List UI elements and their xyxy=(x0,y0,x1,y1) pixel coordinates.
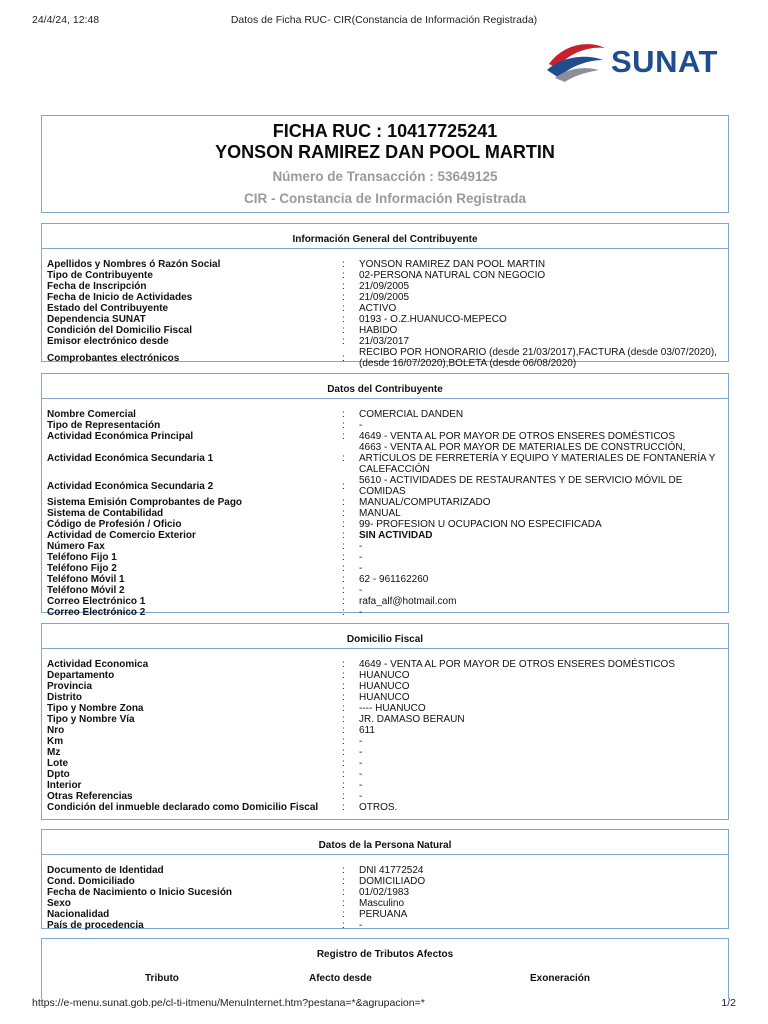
field-separator: : xyxy=(342,508,345,519)
field-value: - xyxy=(359,758,363,769)
info-row xyxy=(47,887,724,898)
field-value: 5610 - ACTIVIDADES DE RESTAURANTES Y DE SERVICIO MÓVIL DE COMIDAS xyxy=(359,475,683,497)
info-row xyxy=(47,909,724,920)
field-label: Sistema Emisión Comprobantes de Pago xyxy=(47,497,243,508)
field-separator: : xyxy=(342,670,345,681)
info-row xyxy=(47,270,724,281)
info-row xyxy=(47,747,724,758)
field-value: JR. DAMASO BERAUN xyxy=(359,714,465,725)
info-row xyxy=(47,497,724,508)
info-row xyxy=(47,596,724,607)
ficha-ruc-number: FICHA RUC : 10417725241 xyxy=(272,121,498,141)
field-value: OTROS. xyxy=(359,802,398,813)
info-row xyxy=(47,475,724,497)
info-rows xyxy=(42,399,728,622)
field-label: Dependencia SUNAT xyxy=(47,314,146,325)
field-separator: : xyxy=(342,703,345,714)
field-label: Fecha de Nacimiento o Inicio Sucesión xyxy=(47,887,233,898)
field-separator: : xyxy=(342,303,345,314)
field-label: Actividad Economica xyxy=(47,659,149,670)
taxes-table-header xyxy=(42,973,728,984)
field-separator: : xyxy=(342,585,345,596)
sunat-logo-text: SUNAT xyxy=(611,44,718,79)
field-separator: : xyxy=(342,314,345,325)
field-label: Comprobantes electrónicos xyxy=(47,352,180,364)
info-row xyxy=(47,780,724,791)
field-label: Código de Profesión / Oficio xyxy=(47,519,182,530)
info-row xyxy=(47,670,724,681)
field-label: Fecha de Inicio de Actividades xyxy=(47,292,193,303)
field-value: HUANUCO xyxy=(359,681,410,692)
field-separator: : xyxy=(342,519,345,530)
field-value: ACTIVO xyxy=(359,303,397,314)
column-header-tributo: Tributo xyxy=(145,973,179,984)
field-separator: : xyxy=(342,692,345,703)
field-value: 21/03/2017 xyxy=(359,336,410,347)
info-row xyxy=(47,659,724,670)
info-row xyxy=(47,541,724,552)
field-label: Dpto xyxy=(47,769,70,780)
field-label: Documento de Identidad xyxy=(47,865,164,876)
field-separator: : xyxy=(342,791,345,802)
ficha-title-box xyxy=(41,115,729,213)
field-value: - xyxy=(359,541,363,552)
field-separator: : xyxy=(342,898,345,909)
info-row xyxy=(47,431,724,442)
field-label: Cond. Domiciliado xyxy=(47,876,135,887)
field-separator: : xyxy=(342,281,345,292)
field-label: Mz xyxy=(47,747,61,758)
info-row xyxy=(47,563,724,574)
fiscal-address-section xyxy=(41,623,729,820)
field-value: 62 - 961162260 xyxy=(359,574,429,585)
info-row xyxy=(47,920,724,931)
info-row xyxy=(47,347,724,369)
info-row xyxy=(47,769,724,780)
field-value: - xyxy=(359,791,363,802)
field-value: DNI 41772524 xyxy=(359,865,424,876)
column-header-exoneracion: Exoneración xyxy=(530,973,591,984)
field-value: 01/02/1983 xyxy=(359,887,410,898)
field-separator: : xyxy=(342,736,345,747)
field-value: - xyxy=(359,747,363,758)
field-label: Tipo y Nombre Vía xyxy=(47,714,135,725)
field-value: RECIBO POR HONORARIO (desde 21/03/2017),FACTURA (desde 03/07/2020), (desde 16/07/2020),BOLETA (desde 06/08/2020) xyxy=(359,347,717,369)
info-row xyxy=(47,281,724,292)
section-heading: Registro de Tributos Afectos xyxy=(316,949,454,960)
taxes-section xyxy=(41,938,729,999)
field-separator: : xyxy=(342,541,345,552)
field-separator: : xyxy=(342,530,345,541)
cir-subtitle: CIR - Constancia de Información Registrada xyxy=(243,191,527,206)
info-row xyxy=(47,508,724,519)
field-label: Km xyxy=(47,736,64,747)
field-label: Correo Electrónico 2 xyxy=(47,607,146,618)
field-label: Departamento xyxy=(47,670,115,681)
field-separator: : xyxy=(342,607,345,618)
field-separator: : xyxy=(342,659,345,670)
field-value: - xyxy=(359,552,363,563)
section-heading: Datos de la Persona Natural xyxy=(42,838,728,855)
field-label: Sistema de Contabilidad xyxy=(47,508,164,519)
info-rows xyxy=(42,649,728,817)
field-separator: : xyxy=(342,552,345,563)
info-row xyxy=(47,607,724,618)
field-label: Interior xyxy=(47,780,82,791)
info-row xyxy=(47,714,724,725)
field-label: Provincia xyxy=(47,681,93,692)
info-row xyxy=(47,292,724,303)
field-separator: : xyxy=(342,909,345,920)
info-row xyxy=(47,420,724,431)
field-label: Tipo de Contribuyente xyxy=(47,270,153,281)
field-separator: : xyxy=(342,574,345,585)
info-row xyxy=(47,865,724,876)
taxpayer-data-section xyxy=(41,373,729,618)
field-label: Otras Referencias xyxy=(47,791,133,802)
field-label: Nro xyxy=(47,725,65,736)
field-separator: : xyxy=(342,431,345,442)
info-row xyxy=(47,574,724,585)
field-label: Actividad Económica Secundaria 2 xyxy=(47,480,214,492)
field-value: 21/09/2005 xyxy=(359,292,410,303)
field-separator: : xyxy=(342,325,345,336)
field-label: Lote xyxy=(47,758,69,769)
print-date: 24/4/24, 12:48 xyxy=(32,14,100,26)
field-separator: : xyxy=(342,747,345,758)
field-separator: : xyxy=(342,259,345,270)
info-row xyxy=(47,336,724,347)
field-label: Estado del Contribuyente xyxy=(47,303,169,314)
sunat-logo xyxy=(545,36,730,86)
field-label: Distrito xyxy=(47,692,82,703)
field-label: Actividad Económica Secundaria 1 xyxy=(47,453,214,464)
field-value: 02-PERSONA NATURAL CON NEGOCIO xyxy=(359,270,546,281)
field-separator: : xyxy=(342,681,345,692)
field-separator: : xyxy=(342,497,345,508)
info-row xyxy=(47,791,724,802)
field-separator: : xyxy=(342,876,345,887)
field-label: Tipo de Representación xyxy=(47,420,161,431)
field-separator: : xyxy=(342,352,345,364)
info-row xyxy=(47,530,724,541)
field-separator: : xyxy=(342,270,345,281)
field-label: Teléfono Fijo 2 xyxy=(47,563,117,574)
info-row xyxy=(47,259,724,270)
field-label: Apellidos y Nombres ó Razón Social xyxy=(47,259,221,270)
field-separator: : xyxy=(342,887,345,898)
info-row xyxy=(47,409,724,420)
field-value: - xyxy=(359,585,363,596)
info-row xyxy=(47,314,724,325)
field-value: 4649 - VENTA AL POR MAYOR DE OTROS ENSERES DOMÉSTICOS xyxy=(359,659,676,670)
field-label: Fecha de Inscripción xyxy=(47,281,147,292)
field-separator: : xyxy=(342,920,345,931)
field-value: MANUAL/COMPUTARIZADO xyxy=(359,497,491,508)
field-separator: : xyxy=(342,336,345,347)
field-value: 611 xyxy=(359,725,375,736)
field-value: 99- PROFESION U OCUPACION NO ESPECIFICADA xyxy=(359,519,602,530)
info-row xyxy=(47,758,724,769)
field-label: Tipo y Nombre Zona xyxy=(47,703,144,714)
field-separator: : xyxy=(342,780,345,791)
field-value: 21/09/2005 xyxy=(359,281,410,292)
field-value: - xyxy=(359,920,363,931)
section-heading: Información General del Contribuyente xyxy=(42,232,728,249)
field-separator: : xyxy=(342,420,345,431)
field-separator: : xyxy=(342,725,345,736)
info-row xyxy=(47,725,724,736)
sunat-logo-icon xyxy=(545,38,609,82)
field-label: Nacionalidad xyxy=(47,909,110,920)
print-title: Datos de Ficha RUC- CIR(Constancia de Información Registrada) xyxy=(230,14,538,26)
info-rows xyxy=(42,855,728,935)
field-value: HABIDO xyxy=(359,325,398,336)
info-row xyxy=(47,681,724,692)
field-label: Nombre Comercial xyxy=(47,409,136,420)
field-value: rafa_alf@hotmail.com xyxy=(359,596,457,607)
info-row xyxy=(47,736,724,747)
natural-person-section xyxy=(41,829,729,929)
transaction-number: Número de Transacción : 53649125 xyxy=(272,169,498,184)
field-value: PERUANA xyxy=(359,909,408,920)
info-row xyxy=(47,519,724,530)
page-url: https://e-menu.sunat.gob.pe/cl-ti-itmenu/MenuInternet.htm?pestana=*&agrupacion=* xyxy=(32,997,425,1009)
field-separator: : xyxy=(342,292,345,303)
field-value: 4663 - VENTA AL POR MAYOR DE MATERIALES DE CONSTRUCCIÓN, ARTÍCULOS DE FERRETERÍA Y EQUIPO Y MATERIALES DE FONTANERÍA Y CALEFACCIÓN xyxy=(359,442,716,475)
field-value: - xyxy=(359,607,363,618)
field-value: 4649 - VENTA AL POR MAYOR DE OTROS ENSERES DOMÉSTICOS xyxy=(359,431,676,442)
field-separator: : xyxy=(342,714,345,725)
field-label: Condición del inmueble declarado como Domicilio Fiscal xyxy=(47,802,319,813)
field-label: Actividad Económica Principal xyxy=(47,431,194,442)
field-label: Actividad de Comercio Exterior xyxy=(47,530,196,541)
info-row xyxy=(47,303,724,314)
field-separator: : xyxy=(342,865,345,876)
field-value: - xyxy=(359,769,363,780)
field-label: País de procedencia xyxy=(47,920,144,931)
field-value: - xyxy=(359,563,363,574)
field-separator: : xyxy=(342,563,345,574)
field-label: Emisor electrónico desde xyxy=(47,336,169,347)
field-separator: : xyxy=(342,802,345,813)
field-separator: : xyxy=(342,596,345,607)
info-row xyxy=(47,898,724,909)
info-row xyxy=(47,876,724,887)
field-label: Correo Electrónico 1 xyxy=(47,596,146,607)
field-value: YONSON RAMIREZ DAN POOL MARTIN xyxy=(359,259,546,270)
column-header-afecto-desde: Afecto desde xyxy=(309,973,372,984)
field-separator: : xyxy=(342,758,345,769)
field-label: Teléfono Móvil 2 xyxy=(47,585,125,596)
field-label: Teléfono Móvil 1 xyxy=(47,574,125,585)
field-value: - xyxy=(359,420,363,431)
field-value: HUANUCO xyxy=(359,670,410,681)
info-rows xyxy=(42,249,728,373)
field-value: Masculino xyxy=(359,898,405,909)
field-value: COMERCIAL DANDEN xyxy=(359,409,464,420)
info-row xyxy=(47,692,724,703)
field-value: 0193 - O.Z.HUANUCO-MEPECO xyxy=(359,314,507,325)
field-value: ---- HUANUCO xyxy=(359,703,426,714)
info-row xyxy=(47,802,724,813)
field-separator: : xyxy=(342,480,345,492)
field-label: Número Fax xyxy=(47,541,105,552)
field-value: MANUAL xyxy=(359,508,401,519)
field-separator: : xyxy=(342,453,345,464)
taxpayer-name: YONSON RAMIREZ DAN POOL MARTIN xyxy=(215,142,555,162)
field-separator: : xyxy=(342,769,345,780)
field-label: Condición del Domicilio Fiscal xyxy=(47,325,193,336)
info-row xyxy=(47,703,724,714)
field-label: Sexo xyxy=(47,898,71,909)
section-heading: Domicilio Fiscal xyxy=(42,632,728,649)
field-label: Teléfono Fijo 1 xyxy=(47,552,117,563)
field-value: - xyxy=(359,736,363,747)
field-separator: : xyxy=(342,409,345,420)
field-value: - xyxy=(359,780,363,791)
field-value: HUANUCO xyxy=(359,692,410,703)
info-row xyxy=(47,325,724,336)
info-row xyxy=(47,585,724,596)
field-value: DOMICILIADO xyxy=(359,876,426,887)
field-value: SIN ACTIVIDAD xyxy=(359,530,433,541)
page-number: 1/2 xyxy=(721,997,736,1009)
general-info-section xyxy=(41,223,729,369)
info-row xyxy=(47,442,724,475)
section-heading: Datos del Contribuyente xyxy=(42,382,728,399)
info-row xyxy=(47,552,724,563)
